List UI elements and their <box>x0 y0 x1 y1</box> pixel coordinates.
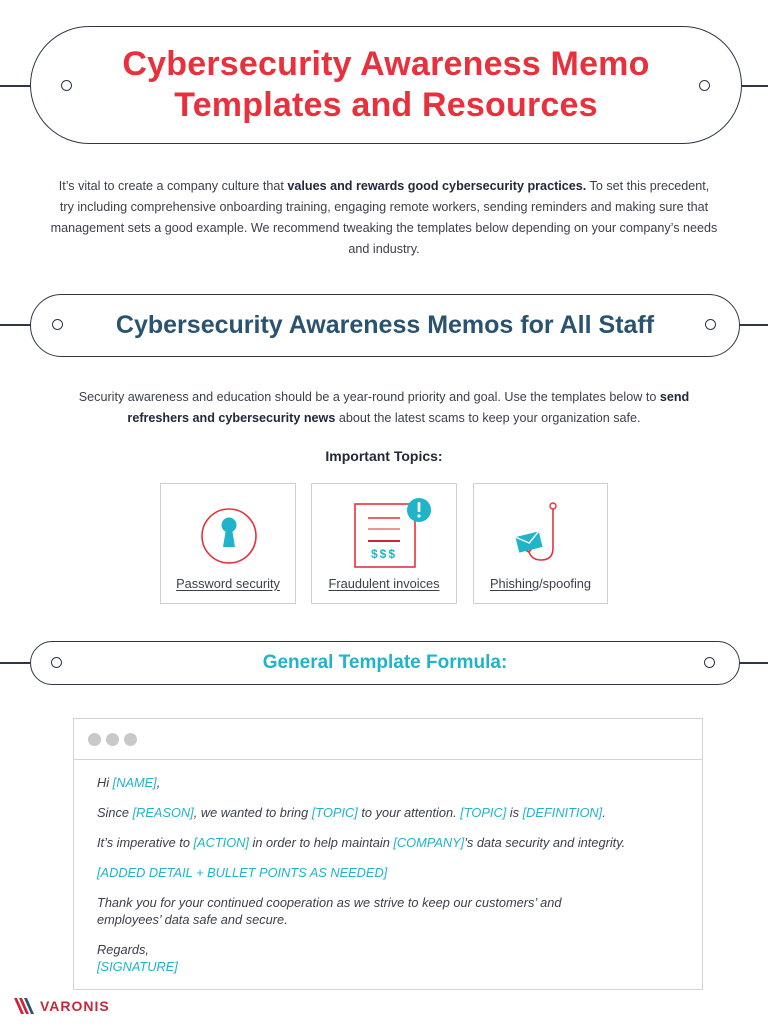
intro-paragraph <box>50 176 718 260</box>
section-title: Cybersecurity Awareness Memos for All Staff <box>115 311 655 339</box>
invoice-alert-icon <box>346 496 436 576</box>
section-text: about the latest scams to keep your organization safe. <box>335 411 641 425</box>
connector-knob <box>52 319 63 330</box>
topic-card-phishing-spoofing[interactable] <box>473 483 608 604</box>
topic-link-phishing[interactable]: Phishing <box>489 576 540 591</box>
page-title-banner <box>30 26 742 144</box>
topic-label[interactable] <box>312 576 456 591</box>
brand-name: VARONIS <box>40 998 110 1014</box>
memo-greeting: Hi [NAME], <box>97 775 161 790</box>
section-banner-formula <box>30 641 740 685</box>
svg-text:$$$: $$$ <box>370 547 398 561</box>
memo-signoff: Regards, [SIGNATURE] <box>97 941 702 975</box>
topic-label[interactable] <box>161 576 295 591</box>
topic-card-password-security[interactable] <box>160 483 296 604</box>
section-bold-text: send refreshers and cybersecurity news <box>127 390 690 425</box>
title-line-2: Templates and Resources <box>174 86 598 124</box>
connector-knob <box>705 319 716 330</box>
window-dot-icon <box>106 733 119 746</box>
memo-line-reason: Since [REASON], we wanted to bring [TOPIC] to your attention. [TOPIC] is [DEFINITION]. <box>97 805 606 820</box>
section-title: General Template Formula: <box>262 652 508 673</box>
placeholder-signature: [SIGNATURE] <box>97 959 178 974</box>
connector-knob <box>61 80 72 91</box>
memo-body <box>74 760 702 975</box>
placeholder-action: [ACTION] <box>193 835 249 850</box>
memo-line-action: It’s imperative to [ACTION] in order to help maintain [COMPANY]’s data security and integrity. <box>97 835 626 850</box>
topic-link-fraudulent-invoices[interactable]: Fraudulent invoices <box>328 576 440 591</box>
topics-heading: Important Topics: <box>325 448 443 464</box>
varonis-mark-icon <box>14 998 36 1014</box>
section-text: Security awareness and education should be a year-round priority and goal. Use the templates below to <box>78 390 660 404</box>
connector-knob <box>704 657 715 668</box>
placeholder-reason: [REASON] <box>132 805 194 820</box>
window-titlebar <box>74 719 702 760</box>
section-paragraph <box>50 387 718 429</box>
intro-text: To set this precedent, try including comprehensive onboarding training, engaging remote workers, sending reminders and making sure that management sets a good example. We recommend tweaking the templates below depending on your company’s needs and industry. <box>50 179 718 256</box>
placeholder-company: [COMPANY] <box>393 835 465 850</box>
memo-template-window <box>73 718 703 990</box>
keyhole-icon <box>199 506 259 566</box>
placeholder-name: [NAME] <box>112 775 157 790</box>
connector-knob <box>699 80 710 91</box>
window-dot-icon <box>88 733 101 746</box>
placeholder-added-detail: [ADDED DETAIL + BULLET POINTS AS NEEDED] <box>97 865 388 880</box>
fishhook-envelope-icon <box>510 498 580 568</box>
placeholder-topic: [TOPIC] <box>311 805 358 820</box>
topic-link-password-security[interactable]: Password security <box>176 576 280 591</box>
topic-label-rest: /spoofing <box>539 576 592 591</box>
section-banner-all-staff <box>30 294 740 357</box>
topic-card-fraudulent-invoices[interactable] <box>311 483 457 604</box>
topic-label[interactable] <box>474 576 607 591</box>
connector-knob <box>51 657 62 668</box>
placeholder-topic: [TOPIC] <box>460 805 507 820</box>
intro-text: It’s vital to create a company culture that <box>58 179 288 193</box>
varonis-logo <box>14 998 110 1014</box>
placeholder-definition: [DEFINITION] <box>522 805 603 820</box>
page-title <box>122 44 649 126</box>
window-dot-icon <box>124 733 137 746</box>
memo-line-thanks: Thank you for your continued cooperation as we strive to keep our customers’ and employees’ data safe and secure. <box>97 895 562 927</box>
title-line-1: Cybersecurity Awareness Memo <box>122 45 650 83</box>
intro-bold-text: values and rewards good cybersecurity practices. <box>287 179 587 193</box>
